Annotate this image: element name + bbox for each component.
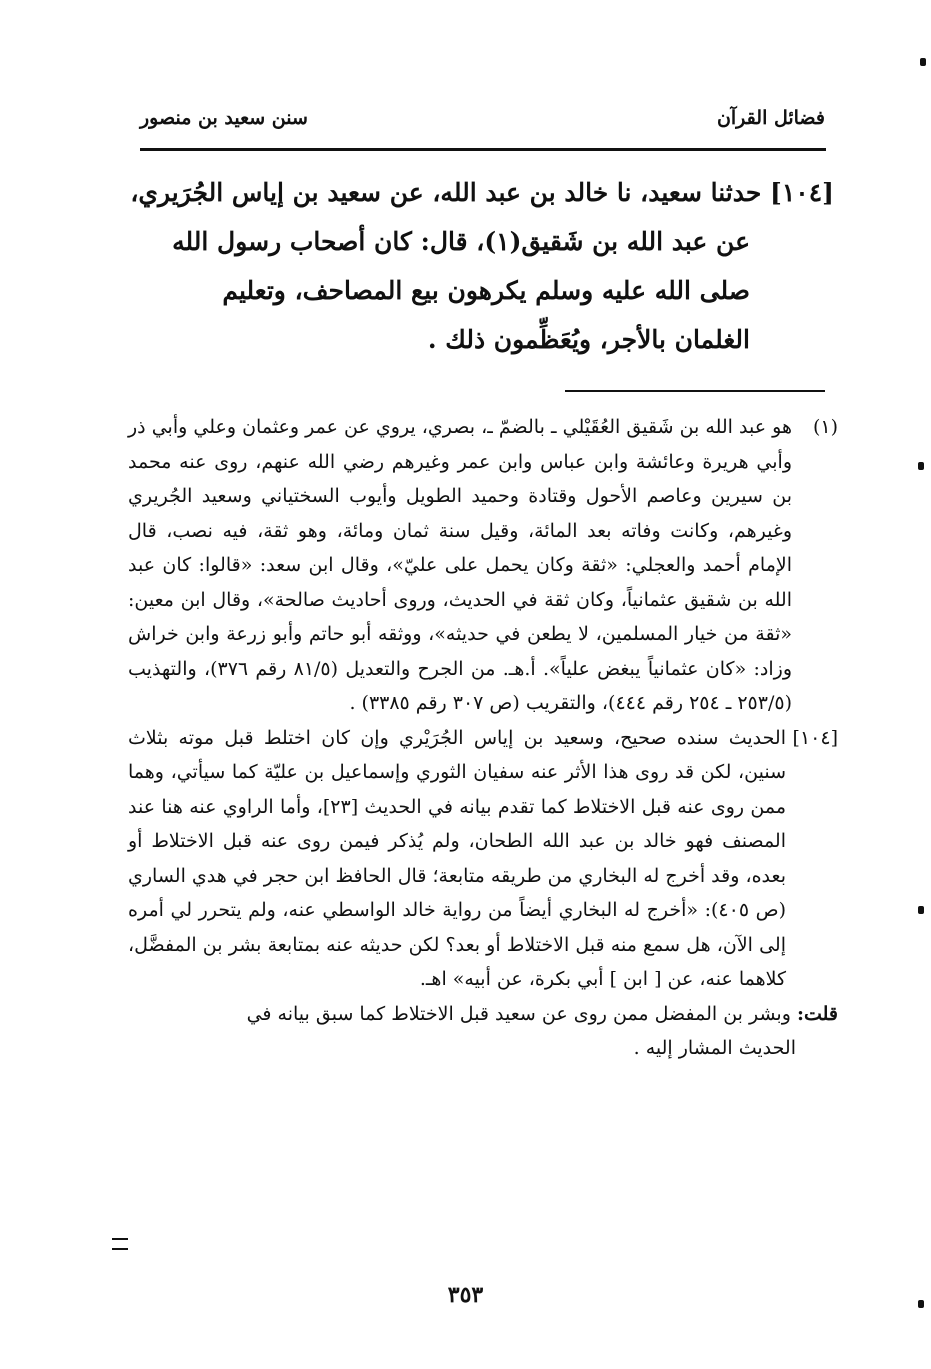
hadith-line-4: الغلمان بالأجر، ويُعَظِّمون ذلك . xyxy=(427,325,750,354)
hadith-number: [١٠٤] xyxy=(770,178,834,207)
margin-mark xyxy=(112,1238,128,1250)
hadith-line-3: صلى الله عليه وسلم يكرهون بيع المصاحف، وتعليم xyxy=(222,276,750,305)
footnote-2-text: الحديث سنده صحيح، وسعيد بن إياس الجُرَيْري وإن كان اختلط قبل موته بثلاث سنين، لكن قد روى هذا الأثر عنه سفيان الثوري وإسماعيل بن عليّة كما سيأتي، وهما ممن روى عنه قبل الاختلاط كما تقدم بيانه في الحديث [٢٣]، وأما الراوي عنه هنا عند المصنف فهو خالد بن عبد الله الطحان، ولم يُذكر فيمن روى عنه قبل الاختلاط أو بعده، وقد أخرج له البخاري من طريقه متابعة؛ قال الحافظ ابن حجر في هدي الساري (ص ٤٠٥): «أخرج له البخاري أيضاً من رواية خالد الواسطي عنه، ولم يتحرر لي أمره إلى الآن، هل سمع منه قبل الاختلاط أو بعد؟ لكن حديثه عنه بمتابعة بشر بن المفضَّل، كلاهما عنه، عن [ ابن ] أبي بكرة، عن أبيه» اهـ. xyxy=(128,726,787,990)
comment-text: وبشر بن المفضل ممن روى عن سعيد قبل الاختلاط كما سبق بيانه في xyxy=(246,1002,797,1025)
footnote-comment xyxy=(128,997,838,1066)
hadith-line-2: عن عبد الله بن شَقيق(١)، قال: كان أصحاب رسول الله xyxy=(172,227,750,256)
comment-label: قلت: xyxy=(796,1002,838,1025)
hadith-line-1 xyxy=(128,168,834,217)
running-header xyxy=(140,98,825,138)
footnote-rule xyxy=(565,390,825,392)
footnote-2-mark: [١٠٤] xyxy=(792,726,838,749)
hadith-text xyxy=(128,168,834,364)
book-title: سنن سعيد بن منصور xyxy=(140,107,308,129)
chapter-title: فضائل القرآن xyxy=(716,107,825,129)
footnote-2 xyxy=(128,721,838,997)
page-number: ٣٥٣ xyxy=(447,1282,484,1308)
comment-text-2: الحديث المشار إليه . xyxy=(633,1037,796,1059)
scan-speck xyxy=(918,906,924,914)
header-rule xyxy=(140,148,826,151)
footnote-1-text: هو عبد الله بن شَقيق العُقَيْلي ـ بالضمّ ـ، بصري، يروي عن عمر وعثمان وعلي وأبي ذر وأبي هريرة وعائشة وابن عباس وابن عمر وغيرهم رضي الله عنهم، روى عنه محمد بن سيرين وعاصم الأحول وقتادة وحميد الطويل وأيوب السختياني وسعيد الجُريري وغيرهم، وكانت وفاته بعد المائة، وقيل سنة ثمان ومائة، وهو ثقة، فيه نصب، قال الإمام أحمد والعجلي: «ثقة وكان يحمل على عليّ»، وقال ابن سعد: «قالوا: كان عبد الله بن شقيق عثمانياً، وكان ثقة في الحديث، وروى أحاديث صالحة»، وقال ابن معين: «ثقة من خيار المسلمين، لا يطعن في حديثه»، ووثقه أبو حاتم وأبو زرعة وابن خراش وزاد: «كان عثمانياً يبغض علياً». أ.هـ. من الجرح والتعديل (٨١/٥ رقم ٣٧٦)، والتهذيب (٢٥٣/٥ ـ ٢٥٤ رقم ٤٤٤)، والتقريب (ص ٣٠٧ رقم ٣٣٨٥) . xyxy=(128,416,793,714)
footnote-1-mark: (١) xyxy=(812,416,838,438)
hadith-line-1-text: حدثنا سعيد، نا خالد بن عبد الله، عن سعيد بن إياس الجُرَيري، xyxy=(130,178,762,207)
footnotes xyxy=(128,410,838,1066)
scan-speck xyxy=(918,462,924,470)
footnote-1 xyxy=(128,410,838,721)
scan-speck xyxy=(920,58,926,66)
